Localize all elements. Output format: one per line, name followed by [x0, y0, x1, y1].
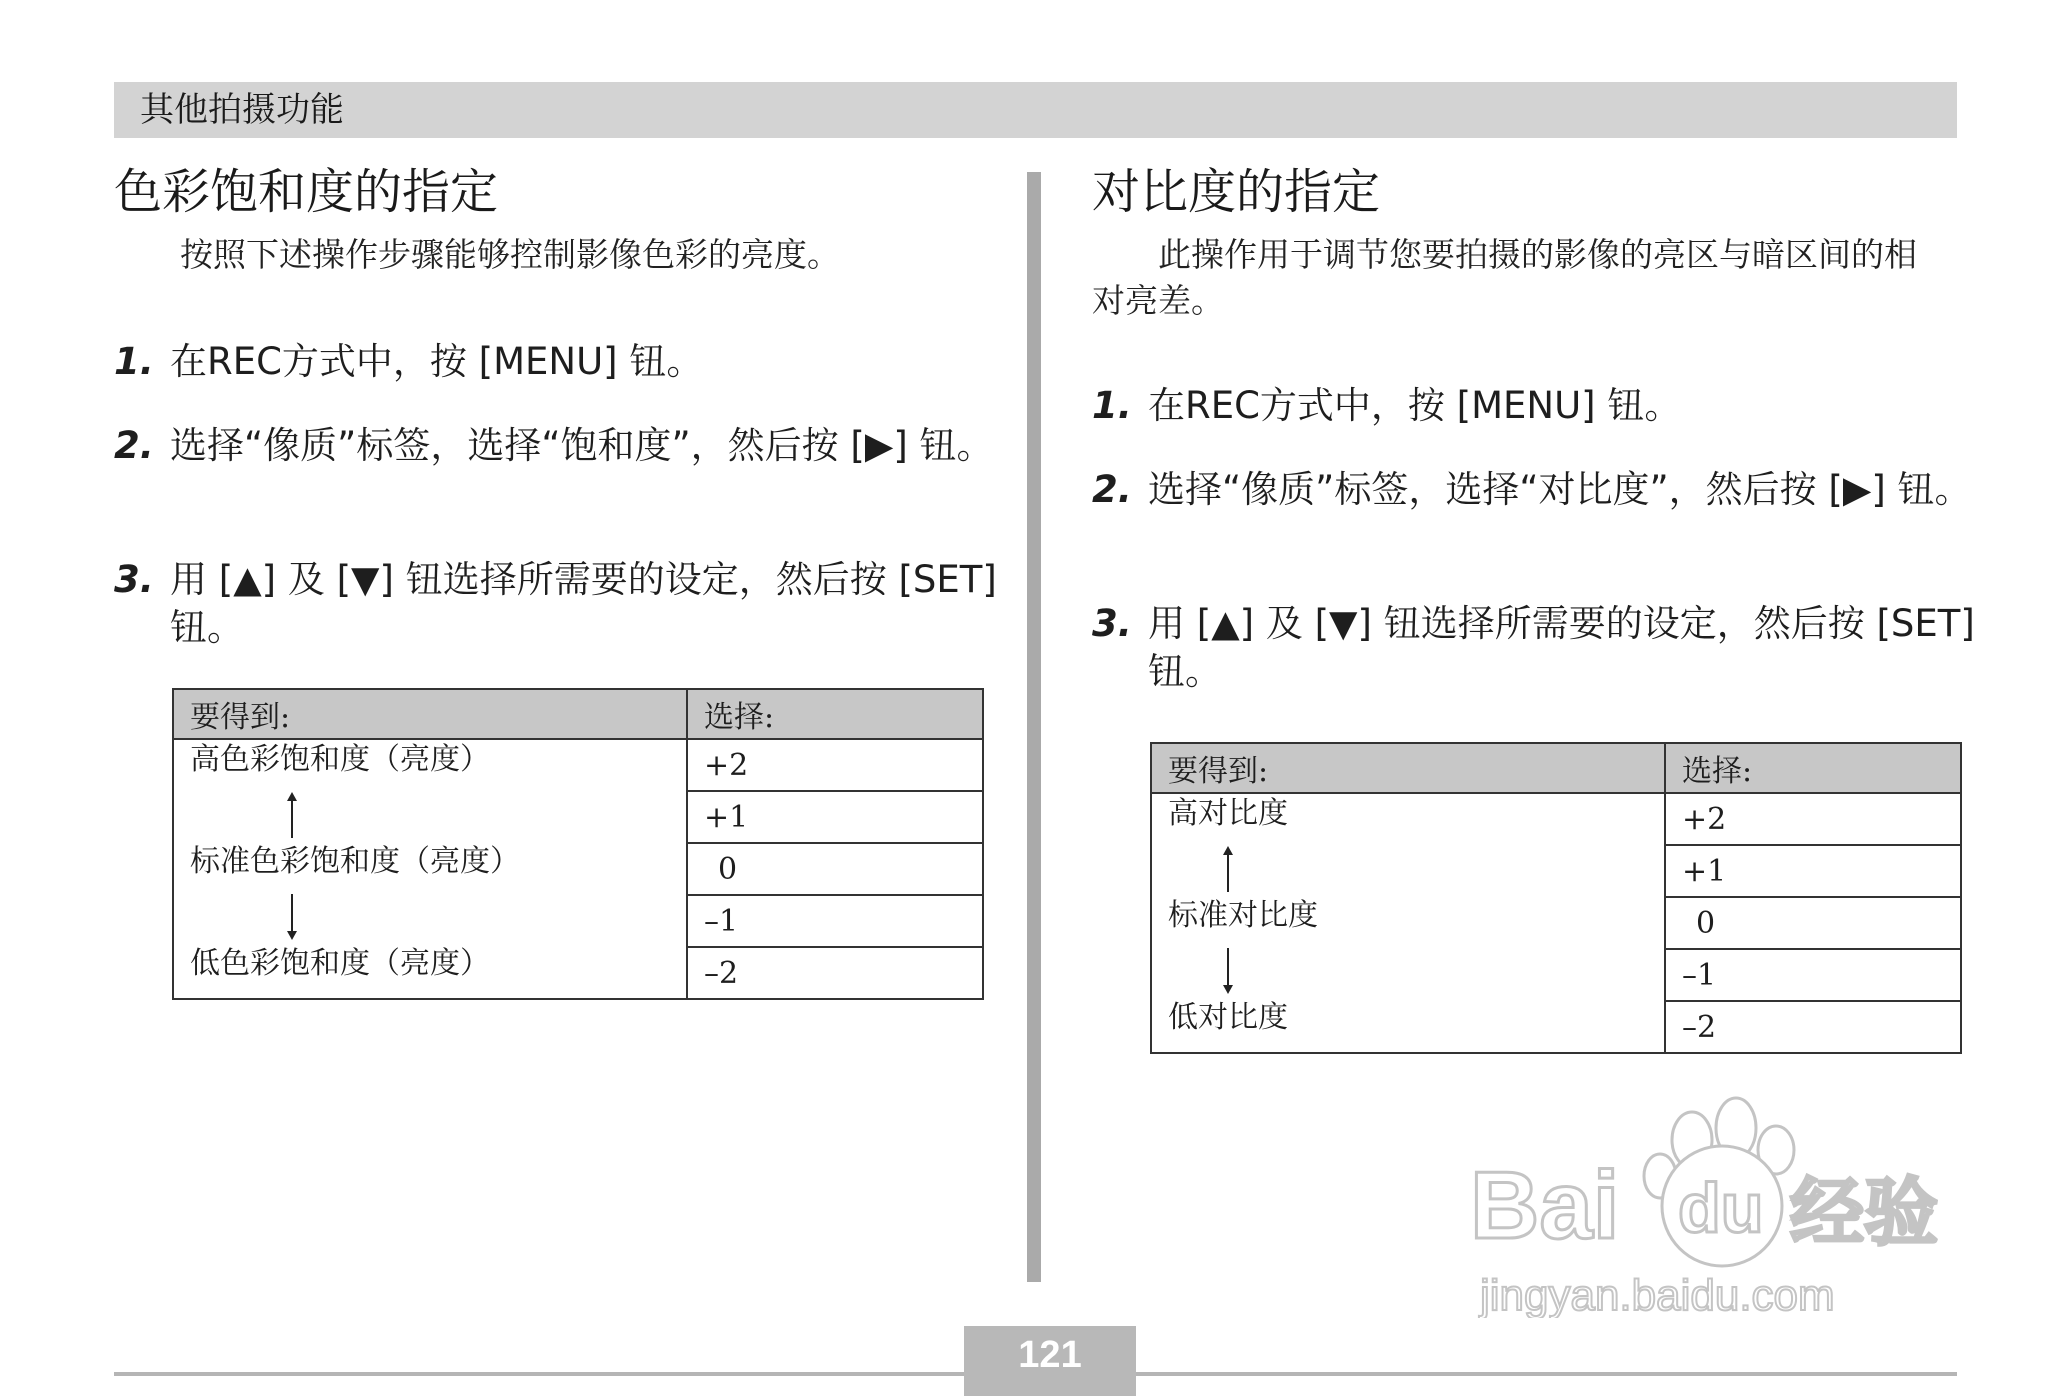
watermark-brand-right: 经验 [1790, 1171, 1938, 1254]
column-header-select: 选择: [1665, 743, 1961, 793]
step-text: 用 [▲] 及 [▼] 钮选择所需要的设定，然后按 [SET] 钮。 [170, 558, 997, 649]
table-row [173, 739, 983, 791]
step-text: 在REC方式中，按 [MENU] 钮。 [1148, 384, 1682, 427]
table-row [1151, 793, 1961, 845]
value-cell: –1 [687, 895, 983, 947]
contrast-table [1150, 742, 1962, 1054]
saturation-table [172, 688, 984, 1000]
value-cell: +2 [1665, 793, 1961, 845]
saturation-title: 色彩饱和度的指定 [114, 164, 499, 220]
saturation-step-3 [114, 556, 1004, 652]
step-text: 在REC方式中，按 [MENU] 钮。 [170, 340, 704, 383]
column-header-select: 选择: [687, 689, 983, 739]
desc-standard: 标准色彩饱和度（亮度） [190, 844, 520, 879]
step-number: 1. [114, 340, 154, 383]
column-divider [1027, 172, 1041, 1282]
step-number: 3. [114, 558, 154, 601]
saturation-intro: 按照下述操作步骤能够控制影像色彩的亮度。 [180, 235, 840, 274]
step-text: 选择“像质”标签，选择“对比度”，然后按 [▶] 钮。 [1148, 468, 1972, 511]
step-number: 2. [114, 424, 154, 467]
arrow-down-icon [282, 894, 302, 940]
watermark-brand-mid: du [1678, 1169, 1764, 1247]
level-description-cell [1151, 793, 1665, 1053]
value-cell: –2 [1665, 1001, 1961, 1053]
saturation-step-2 [114, 422, 1004, 470]
desc-high: 高色彩饱和度（亮度） [190, 742, 490, 777]
desc-standard: 标准对比度 [1168, 898, 1318, 933]
step-text: 选择“像质”标签，选择“饱和度”，然后按 [▶] 钮。 [170, 424, 994, 467]
contrast-step-2 [1092, 466, 1982, 514]
value-cell: –1 [1665, 949, 1961, 1001]
step-number: 2. [1092, 468, 1132, 511]
value-cell: +1 [1665, 845, 1961, 897]
table-header-row [173, 689, 983, 739]
value-cell: 0 [687, 843, 983, 895]
contrast-step-1 [1092, 382, 1982, 430]
value-cell: +1 [687, 791, 983, 843]
arrow-up-icon [1218, 846, 1238, 892]
section-header-bar [114, 82, 1957, 138]
section-header-title: 其他拍摄功能 [140, 90, 344, 130]
contrast-intro: 此操作用于调节您要拍摄的影像的亮区与暗区间的相对亮差。 [1092, 235, 1917, 320]
watermark-url: jingyan.baidu.com [1480, 1271, 1835, 1318]
step-number: 3. [1092, 602, 1132, 645]
value-cell: 0 [1665, 897, 1961, 949]
contrast-step-3 [1092, 600, 1982, 696]
desc-low: 低色彩饱和度（亮度） [190, 946, 490, 981]
level-description-cell [173, 739, 687, 999]
baidu-watermark [1470, 1088, 1950, 1318]
desc-low: 低对比度 [1168, 1000, 1288, 1035]
page-number: 121 [1018, 1334, 1082, 1376]
arrow-up-icon [282, 792, 302, 838]
value-cell: +2 [687, 739, 983, 791]
contrast-title: 对比度的指定 [1092, 164, 1381, 220]
arrow-down-icon [1218, 948, 1238, 994]
page-number-box [964, 1326, 1136, 1396]
step-number: 1. [1092, 384, 1132, 427]
column-header-get: 要得到: [1151, 743, 1665, 793]
desc-high: 高对比度 [1168, 796, 1288, 831]
column-header-get: 要得到: [173, 689, 687, 739]
value-cell: –2 [687, 947, 983, 999]
saturation-step-1 [114, 338, 1004, 386]
watermark-brand-left: Bai [1470, 1152, 1620, 1259]
step-text: 用 [▲] 及 [▼] 钮选择所需要的设定，然后按 [SET] 钮。 [1148, 602, 1975, 693]
table-header-row [1151, 743, 1961, 793]
